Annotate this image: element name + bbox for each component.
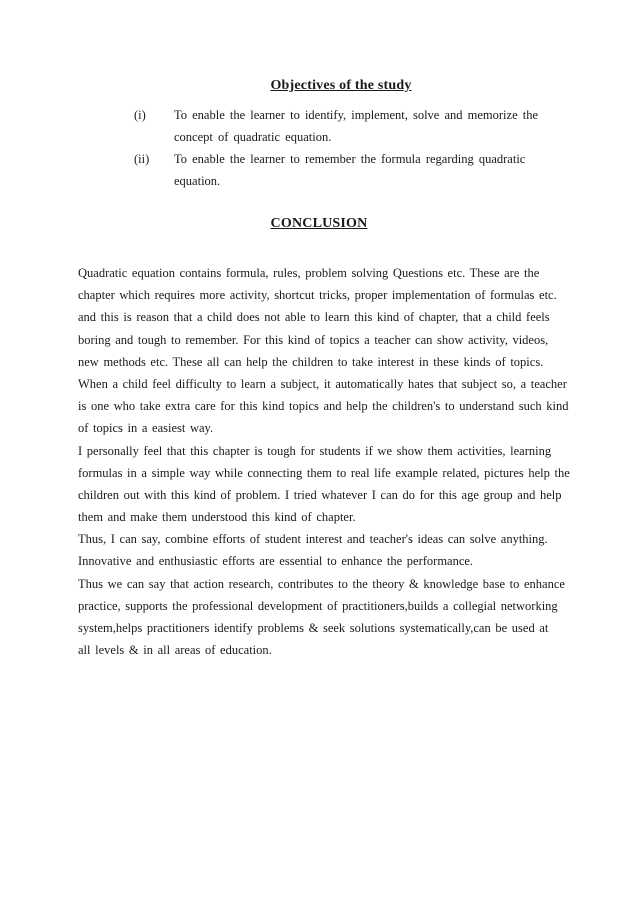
conclusion-line: Thus we can say that action research, contributes to the theory & knowledge base to enhance bbox=[78, 576, 565, 591]
objective-line: To enable the learner to remember the formula regarding quadratic bbox=[174, 152, 526, 166]
conclusion-line: all levels & in all areas of education. bbox=[78, 643, 272, 658]
conclusion-line: Innovative and enthusiastic efforts are essential to enhance the performance. bbox=[78, 554, 474, 569]
conclusion-line: and this is reason that a child does not able to learn this kind of chapter, that a child feels bbox=[78, 310, 550, 325]
conclusion-line: When a child feel difficulty to learn a subject, it automatically hates that subject so, a teacher bbox=[78, 376, 567, 391]
conclusion-line: Quadratic equation contains formula, rules, problem solving Questions etc. These are the bbox=[78, 266, 540, 280]
conclusion-heading: CONCLUSION bbox=[270, 216, 368, 231]
objective-text bbox=[174, 104, 544, 148]
objective-number: (ii) bbox=[134, 152, 150, 166]
objective-line: equation. bbox=[174, 174, 221, 188]
conclusion-line: formulas in a simple way while connecting them to real life example related, pictures help the bbox=[78, 465, 570, 480]
conclusion-line: boring and tough to remember. For this kind of topics a teacher can show activity, videos, bbox=[78, 332, 549, 347]
conclusion-line: I personally feel that this chapter is tough for students if we show them activities, learning bbox=[78, 443, 552, 458]
conclusion-line: children out with this kind of problem. I tried whatever I can do for this age group and help bbox=[78, 487, 562, 502]
conclusion-line: new methods etc. These all can help the children to take interest in these kinds of topics. bbox=[78, 354, 544, 369]
conclusion-line: Thus, I can say, combine efforts of student interest and teacher's ideas can solve anything. bbox=[78, 532, 548, 547]
conclusion-line: system,helps practitioners identify problems & seek solutions systematically,can be used at bbox=[78, 621, 549, 635]
conclusion-line: them and make them understood this kind of chapter. bbox=[78, 510, 356, 525]
conclusion-line: chapter which requires more activity, shortcut tricks, proper implementation of formulas etc. bbox=[78, 288, 557, 303]
objective-line: concept of quadratic equation. bbox=[174, 130, 332, 144]
conclusion-line: is one who take extra care for this kind topics and help the children's to understand such kind bbox=[78, 399, 569, 414]
objective-line: To enable the learner to identify, implement, solve and memorize the bbox=[174, 108, 539, 122]
objective-number: (i) bbox=[134, 108, 146, 122]
conclusion-line: practice, supports the professional development of practitioners,builds a collegial networking bbox=[78, 598, 558, 613]
objectives-heading: Objectives of the study bbox=[270, 78, 412, 93]
conclusion-body bbox=[78, 262, 572, 661]
objective-text bbox=[174, 148, 544, 192]
conclusion-line: of topics in a easiest way. bbox=[78, 421, 214, 436]
